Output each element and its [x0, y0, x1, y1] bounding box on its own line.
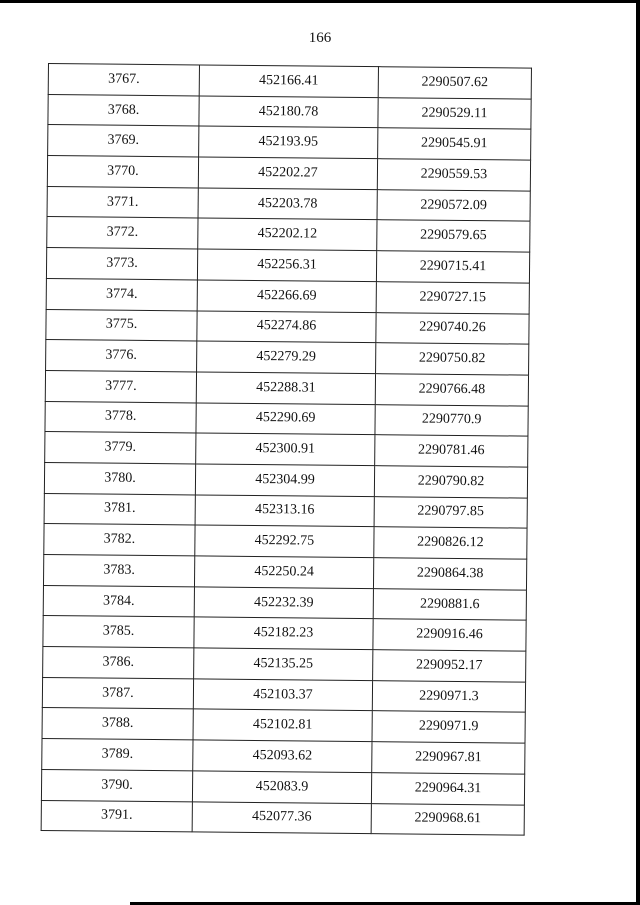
x-coordinate-cell: 452274.86: [197, 310, 376, 342]
x-coordinate-cell: 452300.91: [196, 433, 375, 465]
y-coordinate-cell: 2290781.46: [375, 435, 528, 467]
table-row: [46, 278, 529, 313]
y-coordinate-cell: 2290545.91: [378, 128, 531, 160]
table-row: [46, 248, 529, 283]
y-coordinate-cell: 2290727.15: [376, 281, 529, 313]
point-number-cell: 3771.: [47, 186, 198, 218]
table-row: [48, 64, 531, 99]
y-coordinate-cell: 2290964.31: [371, 772, 524, 804]
table-row: [43, 647, 526, 682]
point-number-cell: 3790.: [41, 769, 192, 801]
coordinates-table-body: [41, 64, 531, 836]
x-coordinate-cell: 452202.12: [198, 218, 377, 250]
page-number: 166: [308, 30, 332, 46]
y-coordinate-cell: 2290881.6: [373, 588, 526, 620]
table-row: [45, 370, 528, 405]
point-number-cell: 3789.: [42, 739, 193, 771]
point-number-cell: 3787.: [42, 677, 193, 709]
y-coordinate-cell: 2290559.53: [377, 159, 530, 191]
y-coordinate-cell: 2290507.62: [378, 67, 531, 99]
x-coordinate-cell: 452250.24: [194, 556, 373, 588]
y-coordinate-cell: 2290916.46: [373, 619, 526, 651]
point-number-cell: 3786.: [43, 647, 194, 679]
x-coordinate-cell: 452313.16: [195, 495, 374, 527]
point-number-cell: 3772.: [47, 217, 198, 249]
table-row: [46, 340, 529, 375]
y-coordinate-cell: 2290715.41: [376, 251, 529, 283]
x-coordinate-cell: 452203.78: [198, 188, 377, 220]
x-coordinate-cell: 452180.78: [199, 96, 378, 128]
y-coordinate-cell: 2290790.82: [374, 466, 527, 498]
table-row: [48, 125, 531, 160]
y-coordinate-cell: 2290967.81: [372, 742, 525, 774]
x-coordinate-cell: 452266.69: [197, 280, 376, 312]
table-row: [48, 94, 531, 129]
x-coordinate-cell: 452232.39: [194, 587, 373, 619]
y-coordinate-cell: 2290529.11: [378, 97, 531, 129]
x-coordinate-cell: 452083.9: [192, 771, 371, 803]
point-number-cell: 3779.: [45, 432, 196, 464]
x-coordinate-cell: 452193.95: [199, 126, 378, 158]
x-coordinate-cell: 452304.99: [195, 464, 374, 496]
x-coordinate-cell: 452182.23: [194, 617, 373, 649]
table-row: [43, 616, 526, 651]
y-coordinate-cell: 2290952.17: [373, 650, 526, 682]
table-row: [41, 769, 524, 804]
table-row: [46, 309, 529, 344]
table-row: [43, 554, 526, 589]
x-coordinate-cell: 452202.27: [198, 157, 377, 189]
point-number-cell: 3769.: [48, 125, 199, 157]
y-coordinate-cell: 2290797.85: [374, 496, 527, 528]
table-row: [43, 585, 526, 620]
point-number-cell: 3791.: [41, 800, 192, 832]
point-number-cell: 3785.: [43, 616, 194, 648]
x-coordinate-cell: 452288.31: [196, 372, 375, 404]
x-coordinate-cell: 452256.31: [197, 249, 376, 281]
x-coordinate-cell: 452292.75: [195, 525, 374, 557]
point-number-cell: 3780.: [44, 462, 195, 494]
point-number-cell: 3774.: [46, 278, 197, 310]
table-row: [42, 708, 525, 743]
y-coordinate-cell: 2290750.82: [376, 343, 529, 375]
table-row: [41, 800, 524, 835]
y-coordinate-cell: 2290572.09: [377, 189, 530, 221]
table-row: [42, 739, 525, 774]
x-coordinate-cell: 452166.41: [199, 65, 378, 97]
y-coordinate-cell: 2290971.3: [372, 680, 525, 712]
point-number-cell: 3773.: [46, 248, 197, 280]
y-coordinate-cell: 2290740.26: [376, 312, 529, 344]
point-number-cell: 3788.: [42, 708, 193, 740]
point-number-cell: 3778.: [45, 401, 196, 433]
table-row: [45, 432, 528, 467]
point-number-cell: 3783.: [43, 554, 194, 586]
x-coordinate-cell: 452279.29: [197, 341, 376, 373]
y-coordinate-cell: 2290766.48: [375, 374, 528, 406]
y-coordinate-cell: 2290864.38: [373, 558, 526, 590]
point-number-cell: 3777.: [45, 370, 196, 402]
table-row: [44, 493, 527, 528]
point-number-cell: 3781.: [44, 493, 195, 525]
table-row: [47, 217, 530, 252]
point-number-cell: 3776.: [46, 340, 197, 372]
x-coordinate-cell: 452135.25: [194, 648, 373, 680]
scan-edge-right: [636, 0, 640, 905]
point-number-cell: 3770.: [47, 156, 198, 188]
point-number-cell: 3784.: [43, 585, 194, 617]
point-number-cell: 3775.: [46, 309, 197, 341]
table-row: [45, 401, 528, 436]
table-row: [47, 186, 530, 221]
x-coordinate-cell: 452290.69: [196, 403, 375, 435]
y-coordinate-cell: 2290968.61: [371, 803, 524, 835]
point-number-cell: 3767.: [48, 64, 199, 96]
table-row: [44, 524, 527, 559]
x-coordinate-cell: 452103.37: [193, 679, 372, 711]
point-number-cell: 3782.: [44, 524, 195, 556]
table-row: [42, 677, 525, 712]
point-number-cell: 3768.: [48, 94, 199, 126]
table-row: [44, 462, 527, 497]
table-row: [47, 156, 530, 191]
x-coordinate-cell: 452077.36: [192, 801, 371, 833]
scan-edge-top: [0, 0, 640, 3]
y-coordinate-cell: 2290971.9: [372, 711, 525, 743]
x-coordinate-cell: 452093.62: [193, 740, 372, 772]
coordinates-table: [41, 63, 532, 836]
y-coordinate-cell: 2290826.12: [374, 527, 527, 559]
y-coordinate-cell: 2290770.9: [375, 404, 528, 436]
y-coordinate-cell: 2290579.65: [377, 220, 530, 252]
x-coordinate-cell: 452102.81: [193, 709, 372, 741]
